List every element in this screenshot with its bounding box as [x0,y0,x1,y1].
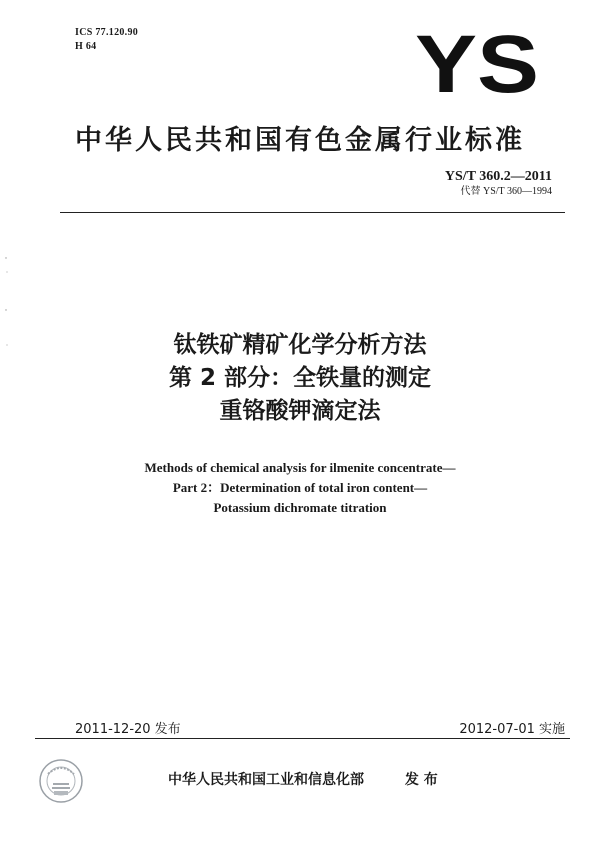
english-title-line-2: Part 2：Determination of total iron content— [172,480,428,495]
top-divider [60,212,565,213]
implementation-date: 2012-07-01 实施 [459,722,565,737]
chinese-title-line-3: 重铬酸钾滴定法 [219,398,381,424]
standard-code-block [445,169,552,198]
classification-codes [75,26,138,54]
english-title [0,458,600,518]
standard-number: YS/T 360.2—2011 [444,169,552,184]
publisher-action: 发 布 [404,772,438,788]
chinese-title-line-2: 第 2 部分：全铁量的测定 [168,365,432,391]
chinese-title [0,329,600,428]
issue-date: 2011-12-20 发布 [75,722,181,737]
chinese-title-line-1: 钛铁矿精矿化学分析方法 [173,332,427,358]
bottom-divider [35,738,570,739]
publisher-line [168,769,474,789]
ys-logo [412,28,542,100]
replaces-standard: 代替 YS/T 360—1994 [460,186,552,197]
english-title-line-3: Potassium dichromate titration [213,500,387,515]
standard-category-title: 中华人民共和国有色金属行业标准 [75,125,525,156]
publisher-name: 中华人民共和国工业和信息化部 [168,772,364,788]
english-title-line-1: Methods of chemical analysis for ilmenite concentrate— [144,460,456,475]
ics-code: ICS 77.120.90 [75,27,139,38]
ccs-code: H 64 [75,41,97,52]
scan-specks [4,250,10,370]
logo-text: YS [415,28,539,100]
library-stamp [38,758,84,804]
